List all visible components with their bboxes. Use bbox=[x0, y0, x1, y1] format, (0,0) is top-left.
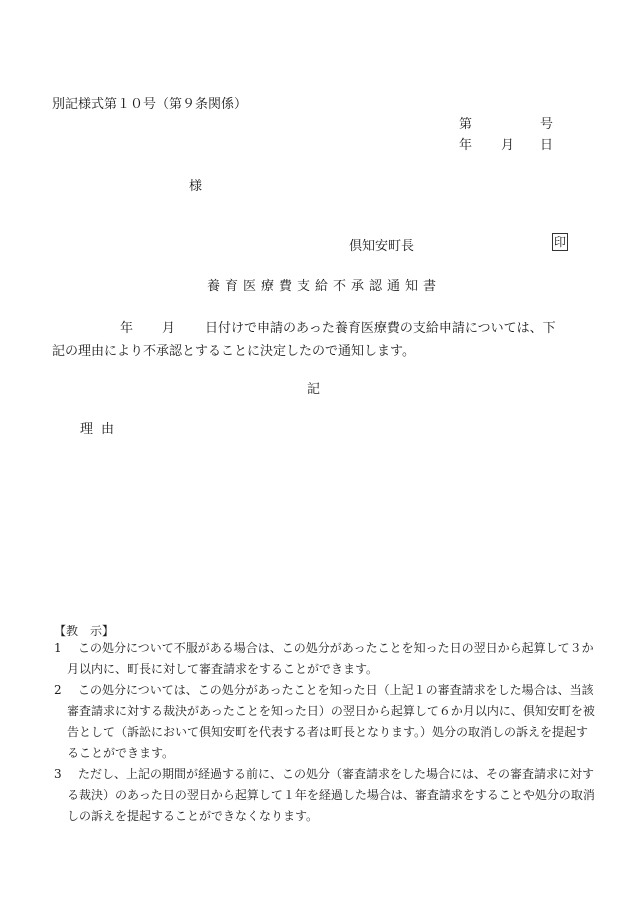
notice-item-1 bbox=[54, 638, 594, 680]
notice-heading: 【教 示】 bbox=[54, 624, 115, 638]
notice-item-text: ただし、上記の期間が経過する前に、この処分（審査請求をした場合には、その審査請求に対する裁決）のあった日の翌日から起算して１年を経過した場合は、審査請求をすることや処分の取消しの訴えを提起することができなくなります。 bbox=[67, 767, 595, 823]
notice-item-2 bbox=[54, 680, 594, 764]
document-number-go: 号 bbox=[540, 117, 554, 132]
date-month: 月 bbox=[501, 138, 515, 153]
body-month: 月 bbox=[162, 321, 176, 336]
date-day: 日 bbox=[540, 138, 554, 153]
date-year: 年 bbox=[459, 138, 473, 153]
notice-item-3 bbox=[54, 764, 594, 827]
notice-item-number: 3 bbox=[54, 767, 62, 781]
recipient-suffix: 様 bbox=[189, 179, 203, 194]
seal-mark: 印 bbox=[553, 235, 566, 249]
body-line1-text: 日付けで申請のあった養育医療費の支給申請については、下 bbox=[205, 321, 556, 336]
notice-item-text: この処分について不服がある場合は、この処分があったことを知った日の翌日から起算して３か月以内に、町長に対して審査請求をすることができます。 bbox=[67, 641, 594, 676]
notice-item-text: この処分については、この処分があったことを知った日（上記１の審査請求をした場合は、当該審査請求に対する裁決があったことを知った日）の翌日から起算して６か月以内に、倶知安町を被告として（訴訟において倶知安町を代表する者は町長となります。）処分の取消しの訴えを提起することができます。 bbox=[67, 683, 595, 760]
sender-name: 倶知安町長 bbox=[349, 239, 415, 254]
document-number bbox=[459, 113, 554, 132]
body-line-2: 記の理由により不承認とすることに決定したので通知します。 bbox=[52, 344, 415, 359]
ki-heading: 記 bbox=[307, 382, 321, 397]
body-year: 年 bbox=[120, 321, 134, 336]
reason-label: 理由 bbox=[80, 422, 123, 437]
notice-item-number: 1 bbox=[54, 641, 62, 655]
form-number: 別記様式第１０号（第９条関係） bbox=[52, 97, 248, 112]
notice-item-number: 2 bbox=[54, 683, 62, 697]
document-number-dai: 第 bbox=[459, 117, 473, 132]
document-title: 養育医療費支給不承認通知書 bbox=[207, 279, 442, 294]
